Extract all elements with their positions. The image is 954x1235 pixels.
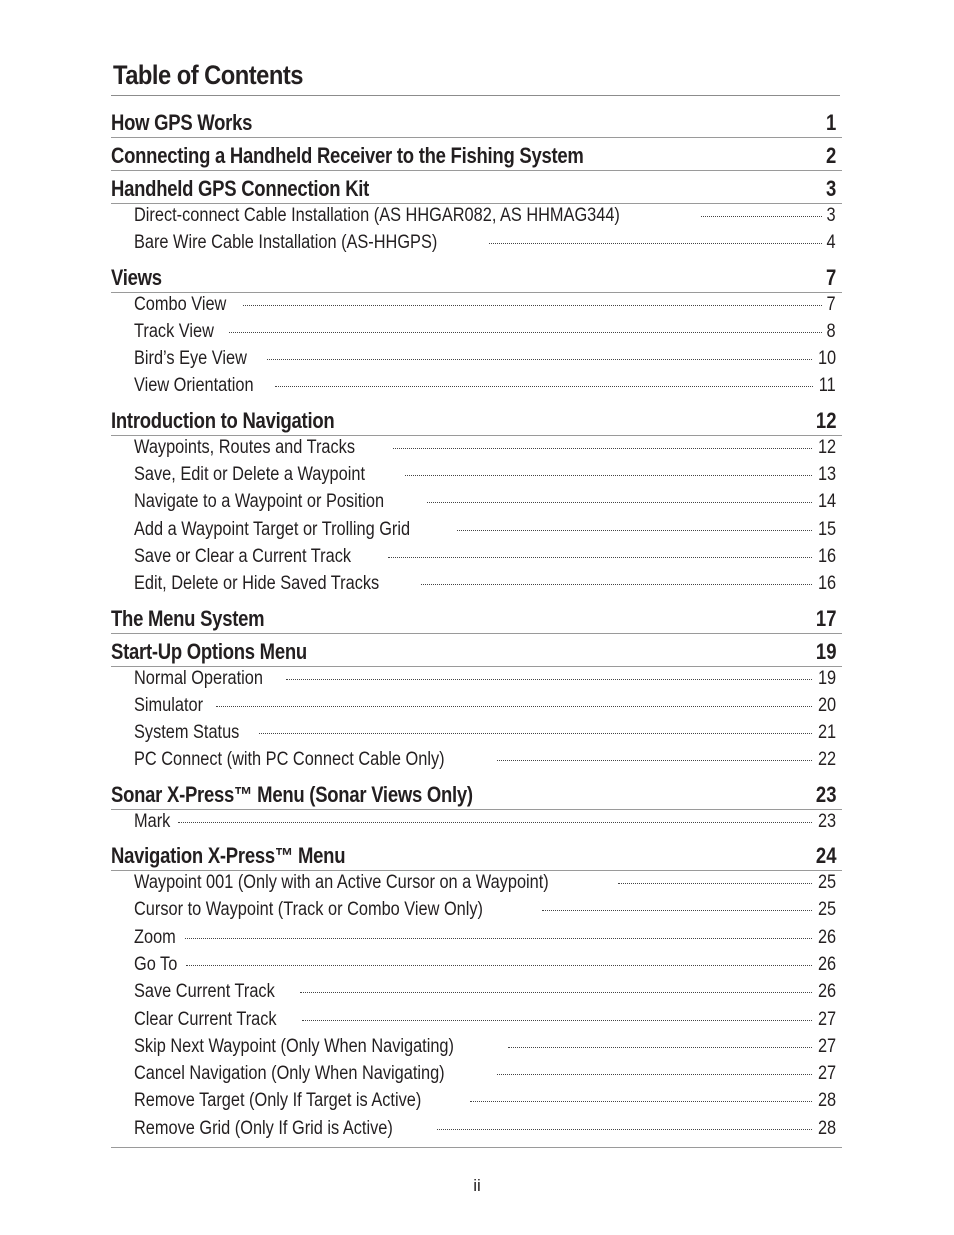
section-title: Handheld GPS Connection Kit [111,176,370,201]
entry-page-number: 8 [826,320,836,342]
entry-page-number: 16 [817,573,836,595]
entry-label: Save Current Track [134,981,275,1003]
dot-leader [437,1129,812,1130]
toc-entry[interactable] [111,294,842,321]
section-page-number: 19 [815,638,836,664]
section-page-number: 12 [815,407,836,433]
dot-leader [618,883,812,884]
dot-leader [259,733,812,734]
entry-label: Direct-connect Cable Installation (AS HHGAR082, AS HHMAG344) [134,205,620,226]
dot-leader [178,822,812,823]
toc-entry-list [111,293,842,403]
entry-page-number: 28 [817,1117,836,1139]
toc-entry[interactable] [111,1090,842,1117]
entry-page-number: 23 [817,810,836,832]
toc-entry-list [111,204,842,260]
toc-section-header[interactable] [111,780,842,810]
toc-entry[interactable] [111,491,842,518]
entry-page-number: 26 [817,981,836,1003]
dot-leader [393,448,812,449]
toc-entry[interactable] [111,954,842,981]
dot-leader [508,1047,812,1048]
dot-leader [421,584,812,585]
entry-label: Cursor to Waypoint (Track or Combo View Only) [134,899,483,921]
entry-label: Normal Operation [134,667,263,689]
dot-leader [300,992,812,993]
toc-entry[interactable] [111,872,842,899]
section-title: Navigation X-Press™ Menu [111,843,346,869]
entry-label: Skip Next Waypoint (Only When Navigating) [134,1035,454,1057]
entry-page-number: 25 [817,872,836,894]
entry-page-number: 19 [817,667,836,689]
dot-leader [243,305,822,306]
dot-leader [286,679,812,680]
page-title: Table of Contents [113,60,303,90]
dot-leader [186,965,812,966]
toc-entry[interactable] [111,464,842,491]
entry-page-number: 11 [819,375,836,397]
section-title: How GPS Works [111,110,253,135]
dot-leader [497,760,812,761]
section-title: Sonar X-Press™ Menu (Sonar Views Only) [111,781,473,807]
toc-entry[interactable] [111,749,842,776]
section-page-number: 23 [815,781,836,807]
toc-entry[interactable] [111,1036,842,1063]
toc-entry[interactable] [111,1118,842,1145]
toc-section-header[interactable] [111,604,842,634]
entry-page-number: 27 [817,1008,836,1030]
toc-entry[interactable] [111,668,842,695]
toc-entry-list [111,436,842,601]
entry-label: Bird’s Eye View [134,348,247,370]
toc-section-header[interactable] [111,141,842,171]
entry-page-number: 3 [826,205,836,226]
toc-section-header[interactable] [111,263,842,293]
toc-entry[interactable] [111,519,842,546]
toc-entry[interactable] [111,232,842,259]
dot-leader [427,502,812,503]
dot-leader [457,530,812,531]
toc-entry[interactable] [111,573,842,600]
dot-leader [497,1074,812,1075]
page-number: ii [473,1176,481,1195]
entry-label: Save or Clear a Current Track [134,545,352,567]
entry-page-number: 13 [817,464,836,486]
toc-entry-list [111,667,842,777]
dot-leader [542,910,812,911]
toc-entry[interactable] [111,695,842,722]
toc-section-header[interactable] [111,637,842,667]
toc-entry-list [111,810,842,838]
dot-leader [701,216,822,217]
entry-page-number: 22 [817,749,836,771]
entry-page-number: 16 [817,545,836,567]
entry-page-number: 15 [817,518,836,540]
entry-label: View Orientation [134,375,254,397]
entry-label: Zoom [134,926,176,948]
entry-page-number: 7 [826,293,836,315]
toc-entry[interactable] [111,348,842,375]
section-title: Views [111,264,162,290]
toc-section-header[interactable] [111,108,842,138]
entry-label: Bare Wire Cable Installation (AS-HHGPS) [134,232,438,254]
entry-page-number: 26 [817,953,836,975]
entry-label: Cancel Navigation (Only When Navigating) [134,1063,445,1085]
entry-label: Simulator [134,694,204,716]
entry-label: Clear Current Track [134,1008,277,1030]
section-title: Connecting a Handheld Receiver to the Fishing System [111,143,584,168]
dot-leader [267,359,812,360]
entry-label: Track View [134,320,214,342]
toc-entry[interactable] [111,437,842,464]
toc-entry[interactable] [111,981,842,1008]
toc-entry-list [111,871,842,1148]
entry-label: System Status [134,722,240,744]
toc-entry[interactable] [111,722,842,749]
dot-leader [275,386,813,387]
toc-entry[interactable] [111,546,842,573]
entry-page-number: 20 [817,694,836,716]
entry-page-number: 25 [817,899,836,921]
dot-leader [405,475,812,476]
toc-section-header[interactable] [111,841,842,871]
entry-label: Go To [134,953,178,975]
section-page-number: 3 [825,176,836,201]
section-page-number: 2 [825,143,836,168]
entry-label: Waypoint 001 (Only with an Active Cursor on a Waypoint) [134,872,549,894]
entry-page-number: 14 [817,491,836,513]
toc-entry[interactable] [111,321,842,348]
entry-page-number: 28 [817,1090,836,1112]
dot-leader [229,332,823,333]
table-of-contents [111,108,842,1148]
toc-entry[interactable] [111,927,842,954]
section-title: Introduction to Navigation [111,407,335,433]
entry-label: Remove Target (Only If Target is Active) [134,1090,422,1112]
toc-entry[interactable] [111,1009,842,1036]
entry-page-number: 27 [817,1035,836,1057]
entry-page-number: 26 [817,926,836,948]
entry-label: Combo View [134,293,227,315]
dot-leader [185,938,812,939]
entry-label: Edit, Delete or Hide Saved Tracks [134,573,380,595]
entry-label: Mark [134,810,171,832]
section-page-number: 7 [825,264,836,290]
entry-page-number: 27 [817,1063,836,1085]
entry-label: Navigate to a Waypoint or Position [134,491,385,513]
section-title: Start-Up Options Menu [111,638,307,664]
dot-leader [388,557,811,558]
section-page-number: 17 [815,605,836,631]
entry-label: Save, Edit or Delete a Waypoint [134,464,366,486]
toc-entry[interactable] [111,899,842,926]
entry-page-number: 4 [826,232,836,254]
dot-leader [470,1101,812,1102]
toc-section-header[interactable] [111,406,842,436]
toc-entry[interactable] [111,1063,842,1090]
dot-leader [302,1020,812,1021]
toc-section-header[interactable] [111,174,842,204]
title-divider [111,95,840,96]
entry-label: Add a Waypoint Target or Trolling Grid [134,518,411,540]
section-page-number: 1 [825,110,836,135]
entry-page-number: 12 [817,436,836,458]
dot-leader [489,243,823,244]
section-title: The Menu System [111,605,265,631]
entry-label: Remove Grid (Only If Grid is Active) [134,1117,393,1139]
entry-label: Waypoints, Routes and Tracks [134,436,355,458]
toc-entry[interactable] [111,375,842,402]
dot-leader [216,706,812,707]
section-page-number: 24 [815,843,836,869]
entry-page-number: 21 [817,722,836,744]
toc-entry[interactable] [111,811,842,838]
entry-page-number: 10 [817,348,836,370]
entry-label: PC Connect (with PC Connect Cable Only) [134,749,445,771]
toc-entry[interactable] [111,205,842,232]
